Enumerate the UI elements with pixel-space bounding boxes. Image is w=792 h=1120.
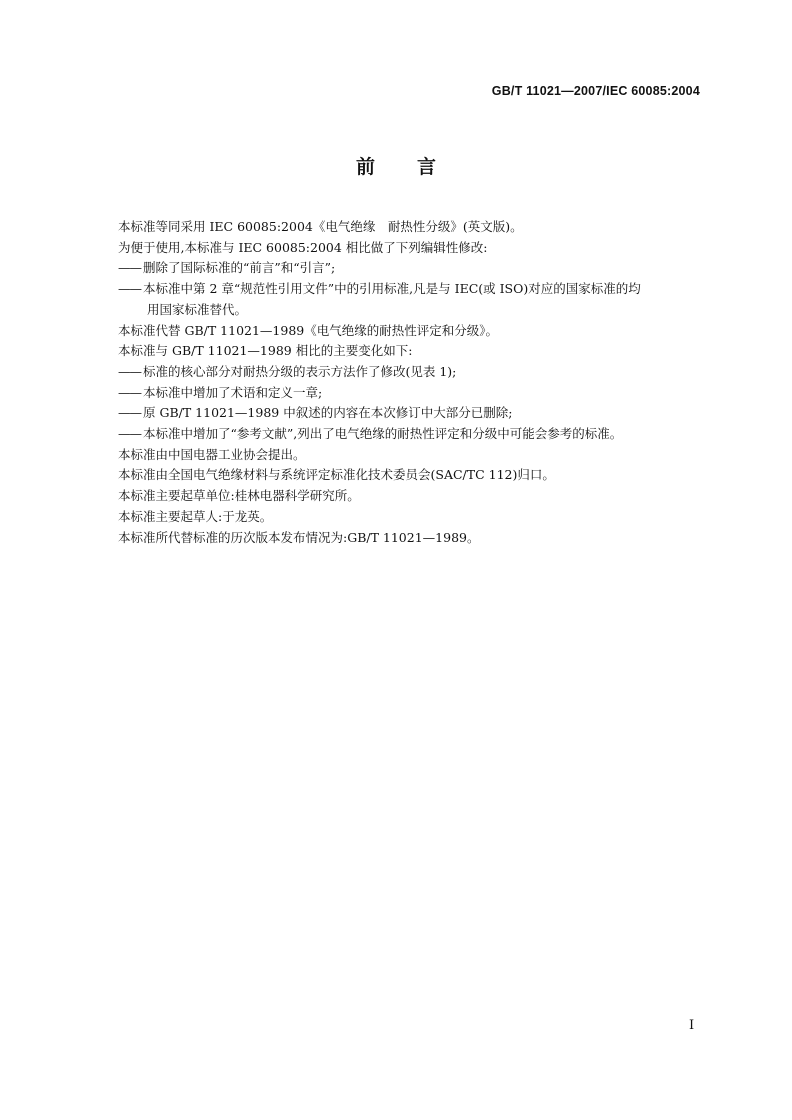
paragraph-text: 本标准主要起草人:于龙英。	[118, 508, 273, 524]
paragraph	[118, 321, 706, 342]
list-item-continuation	[118, 300, 706, 321]
dash-prefix: ——	[118, 281, 141, 297]
page-number: I	[689, 1018, 695, 1033]
paragraph	[118, 341, 706, 362]
paragraph-text: 本标准与 GB/T 11021—1989 相比的主要变化如下:	[118, 343, 413, 359]
foreword-body	[118, 217, 706, 548]
paragraph-text: 本标准由全国电气绝缘材料与系统评定标准化技术委员会(SAC/TC 112)归口。	[118, 467, 555, 483]
list-item	[118, 403, 706, 424]
paragraph	[118, 465, 706, 486]
paragraph-text: 为便于使用,本标准与 IEC 60085:2004 相比做了下列编辑性修改:	[118, 239, 488, 255]
dash-prefix: ——	[118, 363, 141, 379]
list-item	[118, 383, 706, 404]
list-item-text: 标准的核心部分对耐热分级的表示方法作了修改(见表 1);	[143, 363, 457, 379]
list-item-text: 本标准中第 2 章“规范性引用文件”中的引用标准,凡是与 IEC(或 ISO)对应的国家标准的均	[143, 281, 641, 297]
dash-prefix: ——	[118, 260, 141, 276]
paragraph	[118, 486, 706, 507]
list-item	[118, 362, 706, 383]
list-item	[118, 279, 706, 300]
paragraph-text: 本标准主要起草单位:桂林电器科学研究所。	[118, 488, 360, 504]
list-item-text: 用国家标准替代。	[147, 301, 248, 317]
paragraph-text: 本标准等同采用 IEC 60085:2004《电气绝缘 耐热性分级》(英文版)。	[118, 219, 523, 234]
list-item-text: 本标准中增加了“参考文献”,列出了电气绝缘的耐热性评定和分级中可能会参考的标准。	[143, 426, 623, 442]
list-item-text: 原 GB/T 11021—1989 中叙述的内容在本次修订中大部分已删除;	[143, 405, 513, 421]
standard-code: GB/T 11021—2007/IEC 60085:2004	[491, 84, 700, 98]
paragraph	[118, 528, 706, 549]
paragraph-text: 本标准代替 GB/T 11021—1989《电气绝缘的耐热性评定和分级》。	[118, 322, 498, 338]
dash-prefix: ——	[118, 426, 141, 442]
list-item-text: 删除了国际标准的“前言”和“引言”;	[143, 260, 336, 276]
list-item	[118, 258, 706, 279]
paragraph	[118, 507, 706, 528]
dash-prefix: ——	[118, 405, 141, 421]
list-item	[118, 424, 706, 445]
paragraph	[118, 445, 706, 466]
dash-prefix: ——	[118, 384, 141, 400]
paragraph-text: 本标准由中国电器工业协会提出。	[118, 446, 306, 462]
paragraph	[118, 217, 706, 238]
paragraph-text: 本标准所代替标准的历次版本发布情况为:GB/T 11021—1989。	[118, 529, 480, 545]
page-title: 前言	[355, 156, 478, 178]
list-item-text: 本标准中增加了术语和定义一章;	[143, 384, 323, 400]
paragraph	[118, 238, 706, 259]
